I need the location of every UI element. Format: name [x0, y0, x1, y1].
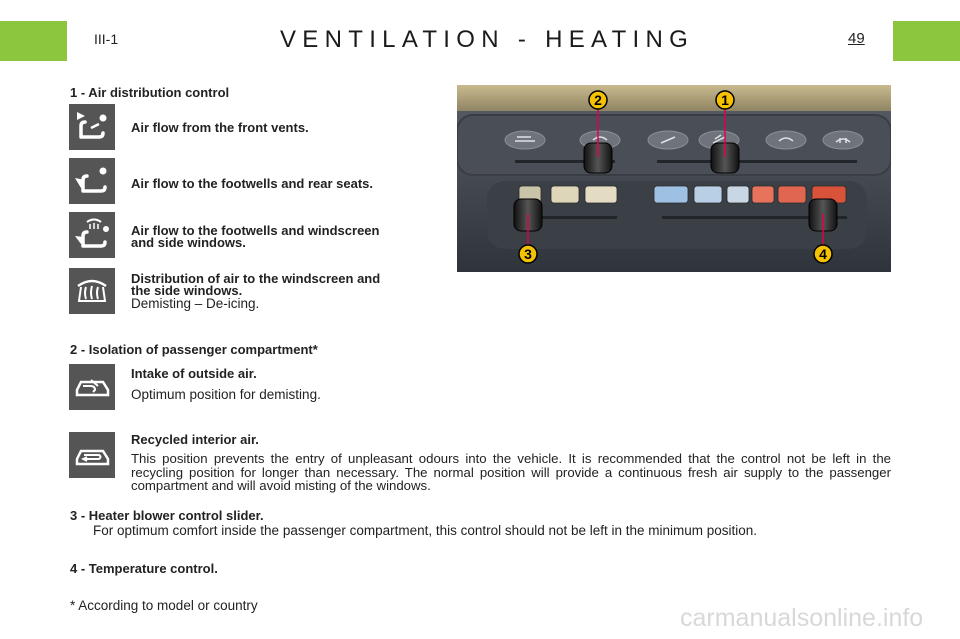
outside-air-text: Optimum position for demisting.	[131, 387, 321, 402]
isolation-heading: 2 - Isolation of passenger compartment*	[70, 342, 318, 357]
callout-1: 1	[721, 92, 729, 108]
footwell-windscreen-label-2: and side windows.	[131, 235, 246, 250]
header-accent-left	[0, 21, 67, 61]
temperature-heading: 4 - Temperature control.	[70, 561, 218, 576]
watermark: carmanualsonline.info	[680, 604, 924, 632]
blower-text: For optimum comfort inside the passenger compartment, this control should not be left in the minimum position.	[93, 523, 758, 538]
footwell-label: Air flow to the footwells and rear seats.	[131, 176, 373, 191]
recycled-text: This position prevents the entry of unpleasant odours into the vehicle. It is recommended that the control not be left in the recycling position for longer than necessary. The normal position will provide a continuous fresh air supply to the passenger compartment and will avoid misting of the windows.	[131, 451, 891, 493]
page-number: 49	[848, 30, 865, 47]
callout-2: 2	[594, 92, 602, 108]
callout-4: 4	[819, 246, 827, 262]
demist-note: Demisting – De-icing.	[131, 296, 260, 311]
footwell-windscreen-icon	[69, 212, 115, 258]
footwell-icon	[69, 158, 115, 204]
demist-label-1: Distribution of air to the windscreen and	[131, 271, 381, 286]
section-number: III-1	[94, 31, 119, 47]
demist-icon	[69, 268, 115, 314]
front-vents-icon	[69, 104, 115, 150]
recirculation-icon	[69, 432, 115, 478]
air-distribution-heading: 1 - Air distribution control	[70, 85, 230, 100]
blower-heading: 3 - Heater blower control slider.	[70, 508, 264, 523]
page-title: VENTILATION - HEATING	[280, 26, 695, 53]
recycled-title: Recycled interior air.	[131, 432, 259, 447]
outside-air-icon	[69, 364, 115, 410]
heating-control-panel-illustration	[457, 85, 891, 272]
demist-label-2: the side windows.	[131, 283, 243, 298]
callout-3: 3	[524, 246, 532, 262]
outside-air-title: Intake of outside air.	[131, 366, 257, 381]
footwell-windscreen-label-1: Air flow to the footwells and windscreen	[131, 223, 380, 238]
footnote: * According to model or country	[70, 598, 258, 613]
front-vents-label: Air flow from the front vents.	[131, 120, 309, 135]
header-accent-right	[893, 21, 960, 61]
